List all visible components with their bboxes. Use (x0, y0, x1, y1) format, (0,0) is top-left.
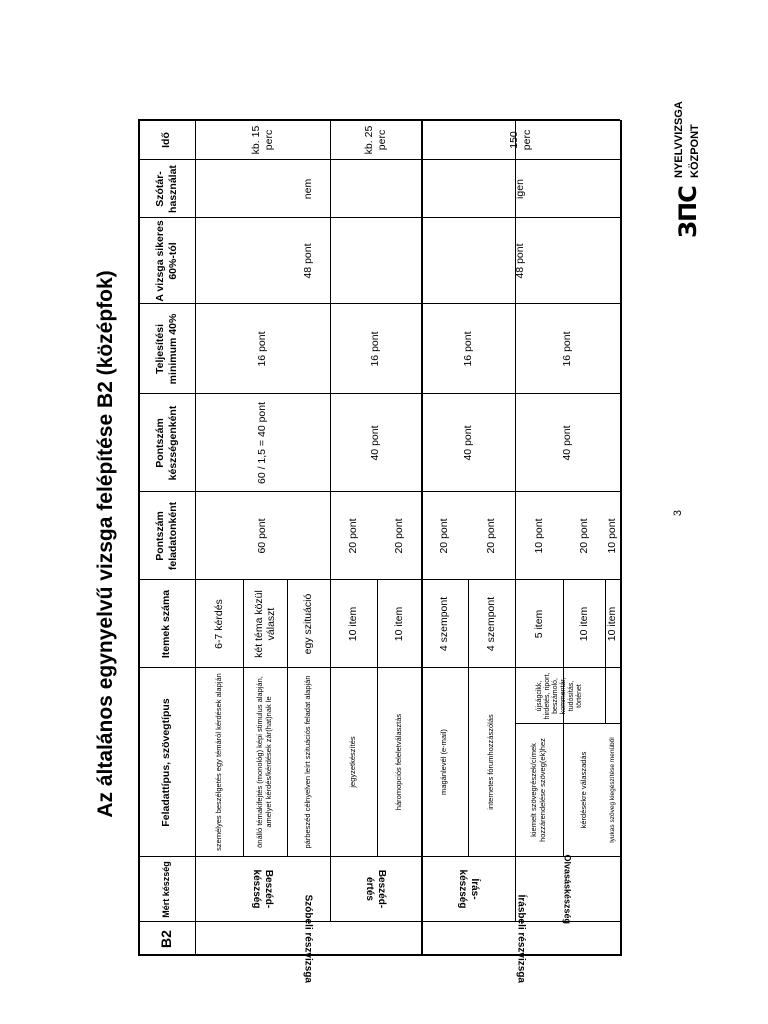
items-8: 5 item (532, 609, 545, 639)
page-number: 3 (671, 509, 684, 517)
skill-points-iraskeszseg: 40 pont (461, 425, 474, 461)
skill-beszedertes-cell (330, 857, 421, 922)
items-1: 6-7 kérdés (212, 599, 225, 649)
header-mert: Mért készség (161, 861, 172, 918)
items-6: 4 szempont (438, 596, 451, 652)
skill-points-olvasaskeszseg: 40 pont (561, 425, 574, 461)
nyelvvizsga-kozpont-logo (660, 98, 720, 238)
task-szovegtipusok: újságcikk, hirdetés, riport, beszámoló, kommentár, tudósítás, történet (535, 672, 584, 720)
minimum-beszedkeszseg: 16 pont (256, 331, 269, 367)
header-szotar: Szótár-használat (154, 165, 179, 213)
task-onallo-temakifejtes: önálló témakifejtés (monológ) képi stimulus alapján, amelyet kérdés/kérdések zár(hat)nak le (255, 676, 273, 848)
task-lyukas-szoveg: lyukas szöveg kiegészítése menüből (608, 737, 616, 843)
points-5: 20 pont (392, 518, 405, 554)
task-maganlevel: magánlevél (e-mail) (439, 729, 449, 795)
task-jegyzetkeszites: jegyzetkészítés (348, 736, 358, 788)
points-6: 20 pont (438, 518, 451, 554)
items-7: 4 szempont (485, 596, 498, 652)
header-pontszam-feladat: Pontszám feladatonként (154, 501, 179, 571)
points-beszedkeszseg-feladat: 60 pont (256, 518, 269, 554)
points-8: 10 pont (532, 518, 545, 554)
minimum-beszedertes: 16 pont (369, 331, 382, 367)
items-9: 10 item (577, 606, 590, 642)
skill-beszedertes: Beszéd-értés (364, 870, 387, 909)
szotar-szobeli: nem (301, 178, 314, 200)
items-10: 10 item (606, 606, 619, 642)
page-title: Az általános egynyelvű vizsga felépítése B2 (középfok) (93, 270, 117, 818)
header-pontszam-keszseg: Pontszám készségenként (154, 405, 179, 481)
task-forumhozzaszolas: internetes fórumhozzászólás (486, 714, 496, 810)
points-7: 20 pont (485, 518, 498, 554)
skill-iraskeszseg-cell (421, 857, 515, 922)
items-2: két téma közül választ (252, 590, 277, 658)
header-itemek: Itemek száma (160, 589, 173, 659)
ido-irasbeli: 150 perc (508, 129, 533, 151)
points-4: 20 pont (347, 518, 360, 554)
task-parbeszed: párbeszéd célnyelven leírt szituációs feladat alapján (303, 675, 313, 849)
items-3: egy szituáció (302, 593, 315, 655)
section-irasbeli-cell (421, 894, 620, 984)
skill-beszedkeszseg: Beszéd-készség (251, 870, 274, 909)
sikeres-irasbeli: 48 pont (514, 243, 527, 279)
ido-beszedertes: kb. 25 perc (363, 125, 388, 155)
szotar-irasbeli: igen (514, 179, 527, 199)
header-feladat: Feladattípus, szövegtípus (160, 698, 173, 827)
ido-beszedkeszseg: kb. 15 perc (250, 125, 275, 155)
skill-iraskeszseg: Írás-készség (457, 870, 480, 909)
minimum-olvasaskeszseg: 16 pont (561, 331, 574, 367)
skill-beszedkeszseg-cell (195, 857, 330, 922)
section-szobeli: Szóbeli részvizsga (302, 894, 314, 984)
points-10: 10 pont (606, 518, 619, 554)
logo-line-1: NYELVVIZSGA (673, 101, 685, 178)
level-label: B2 (158, 930, 175, 948)
minimum-iraskeszseg: 16 pont (461, 331, 474, 367)
sikeres-szobeli: 48 pont (301, 243, 314, 279)
logo-line-2: KÖZPONT (689, 124, 701, 178)
header-sikeres: A vizsga sikeres 60%-tól (154, 220, 179, 302)
skill-olvasaskeszseg: Olvasáskészség (562, 854, 573, 925)
section-irasbeli: Írásbeli részvizsga (515, 894, 527, 984)
points-9: 20 pont (577, 518, 590, 554)
task-kerdesekre-valaszadas: kérdésekre válaszadás (578, 751, 588, 829)
skill-points-beszedkeszseg: 60 / 1,5 = 40 pont (256, 401, 269, 485)
header-ido: Idő (160, 132, 173, 148)
logo-mark: ЗПС (674, 186, 702, 238)
header-minimum: Teljesítési minimum 40% (154, 313, 179, 385)
items-5: 10 item (392, 606, 405, 642)
task-haromopcios: háromopciós feleletválasztás (393, 713, 403, 811)
task-kiemelt-szovegreszek: kiemelt szövegrészek/címek hozzárendelése szöveg(ek)hez (529, 738, 547, 842)
skill-olvasaskeszseg-cell (515, 854, 620, 925)
items-4: 10 item (347, 606, 360, 642)
section-szobeli-cell (195, 894, 421, 984)
task-szemelyes-beszelgetes: személyes beszélgetés egy témáról kérdések alapján (213, 673, 223, 851)
skill-points-beszedertes: 40 pont (369, 425, 382, 461)
